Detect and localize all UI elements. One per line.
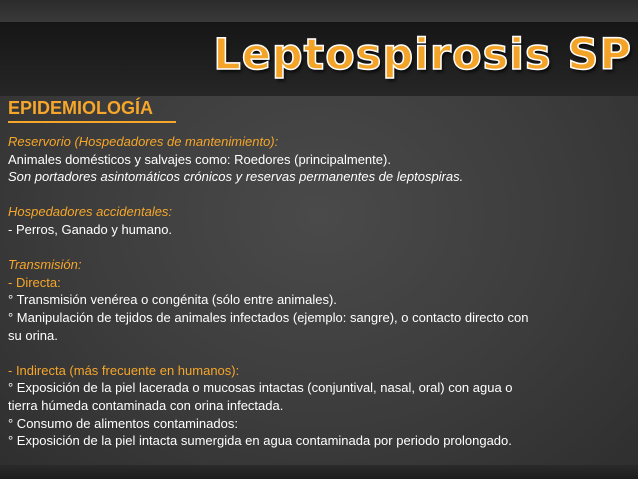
- reservoir-line-2: Son portadores asintomáticos crónicos y reservas permanentes de leptospiras.: [8, 169, 464, 185]
- spacer: [8, 186, 608, 204]
- heading-underline: [8, 121, 176, 123]
- reservoir-label: Reservorio (Hospedadores de mantenimiento):: [8, 134, 279, 149]
- reservoir-line-1: Animales domésticos y salvajes como: Roedores (principalmente).: [8, 151, 391, 167]
- indirect-label: - Indirecta (más frecuente en humanos):: [8, 362, 240, 378]
- accidental-line-1: - Perros, Ganado y humano.: [8, 221, 173, 237]
- section-heading: EPIDEMIOLOGÍA: [8, 98, 154, 118]
- indirect-item-3: ° Exposición de la piel intacta sumergida en agua contaminada por periodo prolongado.: [8, 433, 512, 449]
- direct-item-1: ° Transmisión venérea o congénita (sólo entre animales).: [8, 292, 337, 308]
- slide-title: Leptospirosis SP: [213, 30, 632, 80]
- spacer: [8, 344, 608, 362]
- transmission-label: Transmisión:: [8, 257, 82, 273]
- top-band: [0, 0, 638, 22]
- accidental-label: Hospedadores accidentales:: [8, 204, 173, 220]
- bottom-band: [0, 465, 638, 479]
- indirect-item-1-line-2: tierra húmeda contaminada con orina infectada.: [8, 397, 284, 413]
- slide-content: [8, 133, 608, 450]
- direct-item-2-line-2: su orina.: [8, 327, 58, 343]
- indirect-item-2: ° Consumo de alimentos contaminados:: [8, 415, 238, 431]
- indirect-item-1-line-1: ° Exposición de la piel lacerada o mucosas intactas (conjuntival, nasal, oral) con agua o: [8, 380, 513, 396]
- direct-item-2-line-1: ° Manipulación de tejidos de animales infectados (ejemplo: sangre), o contacto directo con: [8, 309, 529, 325]
- direct-label: - Directa:: [8, 274, 61, 290]
- spacer: [8, 239, 608, 257]
